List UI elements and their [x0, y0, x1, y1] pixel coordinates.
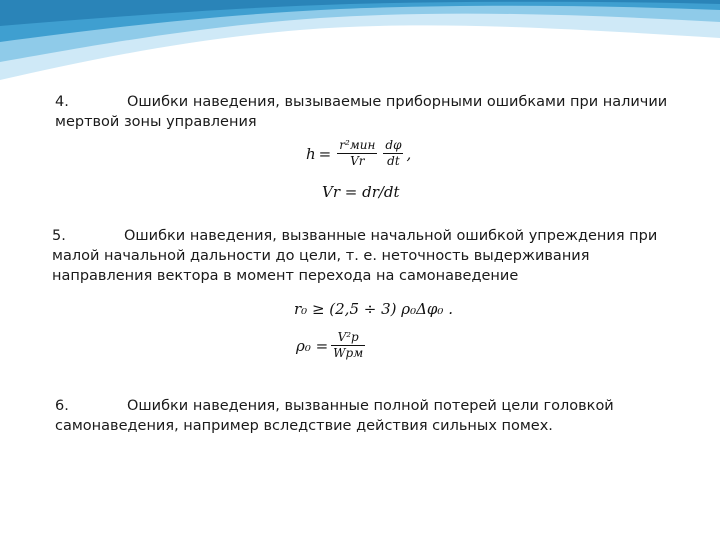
formula-h-lhs: h	[306, 144, 316, 163]
formula-rho0-num: V²р	[337, 330, 359, 344]
formula-h-fraction-1	[337, 138, 377, 169]
item-4	[55, 92, 667, 132]
formula-h-num1: r²мин	[339, 138, 376, 152]
formula-h-num2: dφ	[385, 138, 402, 152]
item-6-line1: Ошибки наведения, вызванные полной потерей цели головкой	[127, 398, 614, 414]
formula-h-den2: dt	[387, 154, 400, 168]
formula-h-fraction-2	[383, 138, 403, 169]
formula-rho0-fraction	[331, 330, 365, 361]
item-6	[55, 396, 614, 436]
item-5-line2: малой начальной дальности до цели, т. е. неточность выдерживания	[52, 248, 590, 264]
item-5-line1: Ошибки наведения, вызванные начальной ошибкой упреждения при	[124, 228, 658, 244]
formula-h-end: ,	[406, 144, 412, 163]
item-4-line1: Ошибки наведения, вызываемые приборными ошибками при наличии	[127, 94, 668, 110]
item-5	[52, 226, 657, 286]
header-wave-decoration	[0, 0, 720, 90]
formula-h	[306, 138, 411, 169]
item-4-number: 4.	[55, 94, 69, 110]
item-5-line3: направления вектора в момент перехода на самонаведение	[52, 268, 519, 284]
formula-vr	[322, 183, 400, 201]
formula-r0	[294, 300, 453, 318]
formula-h-eq: =	[318, 144, 332, 163]
item-6-number: 6.	[55, 398, 69, 414]
item-4-line2: мертвой зоны управления	[55, 114, 257, 130]
item-5-number: 5.	[52, 228, 66, 244]
item-6-line2: самонаведения, например вследствие действия сильных помех.	[55, 418, 553, 434]
formula-r0-text: r₀ ≥ (2,5 ÷ 3) ρ₀Δφ₀ .	[294, 300, 453, 318]
formula-vr-text: Vr = dr/dt	[322, 183, 400, 201]
formula-rho0	[296, 330, 368, 361]
formula-rho0-den: Wрм	[333, 346, 364, 360]
formula-h-den1: Vr	[350, 154, 365, 168]
formula-rho0-lhs: ρ₀ =	[296, 336, 329, 355]
